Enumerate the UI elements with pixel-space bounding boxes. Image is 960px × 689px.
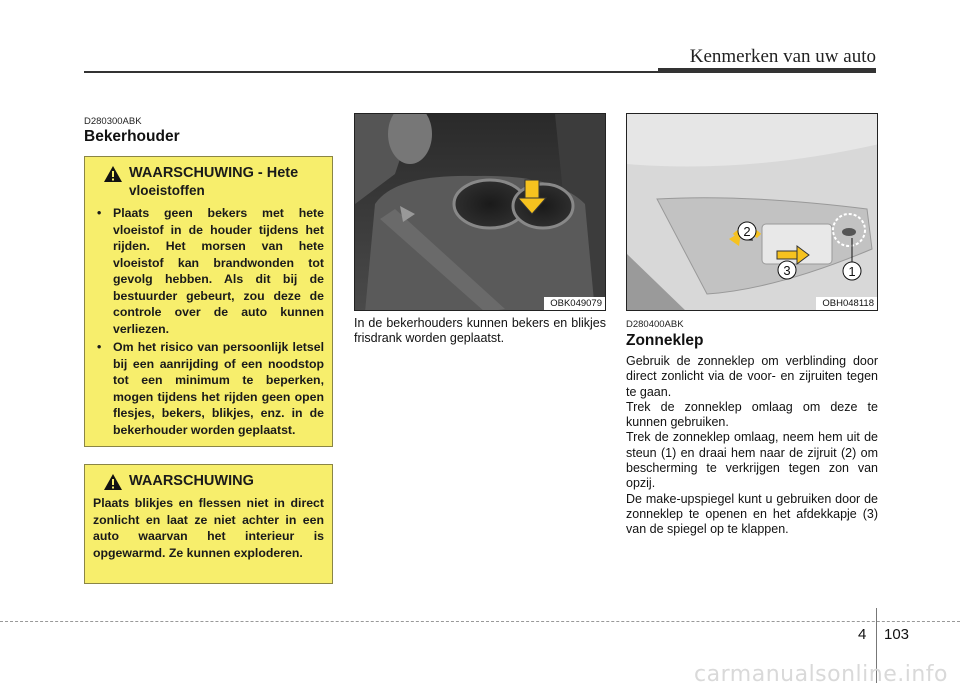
warning-header xyxy=(93,165,324,199)
warning-bullet-list xyxy=(93,205,324,438)
warning-bullet: • Plaats geen bekers met hete vloeistof in de houder tijdens het rijden. Het morsen van hete vloeistof kan brandwonden tot gevolg hebben. Als dit bij de bestuurder gebeurt, zou deze de controle over de auto kunnen verliezen. xyxy=(93,205,324,337)
header-rule-accent xyxy=(658,68,876,73)
warning-title: WAARSCHUWING xyxy=(129,473,254,489)
warning-header xyxy=(93,473,324,491)
warning-triangle-icon xyxy=(103,473,123,491)
warning-box-hot-liquids xyxy=(84,156,333,447)
paragraph: Gebruik de zonneklep om verblinding door direct zonlicht via de voor- en zijruiten tegen te gaan. xyxy=(626,354,878,399)
heading-sunvisor: Zonneklep xyxy=(626,332,704,349)
warning-subtitle: vloeistoffen xyxy=(129,183,205,198)
paragraph: Trek de zonneklep omlaag, neem hem uit de steun (1) en draai hem naar de zijruit (2) om bescherming te verkrijgen tegen zon van opzij. xyxy=(626,430,878,491)
callout-3: 3 xyxy=(783,263,791,278)
warning-bullet: • Om het risico van persoonlijk letsel bij een aanrijding of een noodstop tot een minimum te beperken, mogen tijdens het rijden geen open flesjes, bekers, blikjes, enz. in de bekerhouder worden geplaatst. xyxy=(93,339,324,438)
footer-rule xyxy=(0,621,960,622)
heading-cupholder: Bekerhouder xyxy=(84,128,180,145)
warning-body: Plaats blikjes en flessen niet in direct zonlicht en laat ze niet achter in een auto waarvan het interieur is opgewarmd. Ze kunnen exploderen. xyxy=(93,496,324,560)
page-number: 103 xyxy=(884,626,910,643)
cupholder-description: In de bekerhouders kunnen bekers en blikjes frisdrank worden geplaatst. xyxy=(354,316,606,346)
sunvisor-photo xyxy=(626,113,878,311)
section-code-sunvisor: D280400ABK xyxy=(626,319,684,330)
cupholder-photo xyxy=(354,113,606,311)
section-code-cupholder: D280300ABK xyxy=(84,116,142,127)
header-title: Kenmerken van uw auto xyxy=(689,46,876,67)
image-code: OBH048118 xyxy=(816,297,877,310)
chapter-number: 4 xyxy=(858,626,867,643)
warning-box-cans xyxy=(84,464,333,584)
image-code: OBK049079 xyxy=(544,297,605,310)
warning-triangle-icon xyxy=(103,165,123,183)
paragraph: De make-upspiegel kunt u gebruiken door de zonneklep te openen en het afdekkapje (3) van de spiegel op te klappen. xyxy=(626,491,878,537)
warning-title: WAARSCHUWING - Hete xyxy=(129,165,299,181)
callout-1: 1 xyxy=(848,264,856,279)
paragraph: Trek de zonneklep omlaag om deze te kunnen gebruiken. xyxy=(626,399,878,430)
callout-2: 2 xyxy=(743,224,751,239)
sunvisor-description xyxy=(626,354,878,538)
watermark: carmanualsonline.info xyxy=(694,662,948,687)
